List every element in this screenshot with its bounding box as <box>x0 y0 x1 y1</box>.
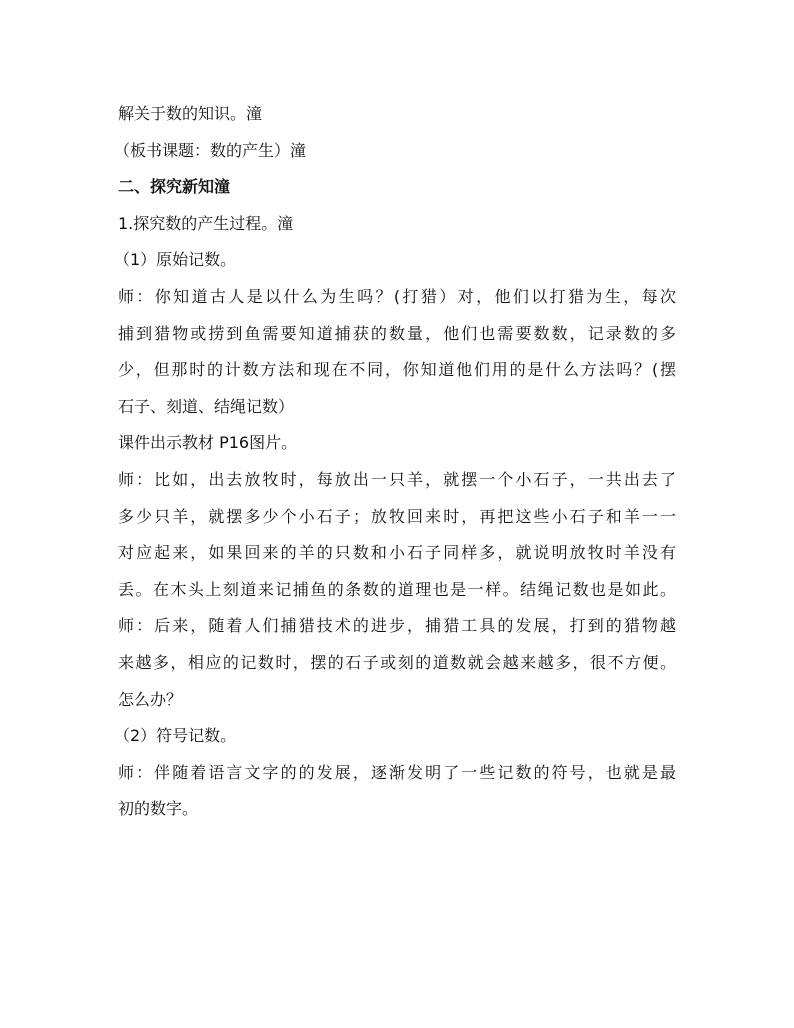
subsection-heading: 1.探究数的产生过程。潼 <box>118 213 294 233</box>
paragraph-mark: 潼 <box>290 140 307 160</box>
text-line: （1）原始记数。 <box>114 250 237 270</box>
paragraph-mark: 潼 <box>214 177 231 197</box>
text-line: 多少只羊，就摆多少个小石子；放牧回来时，再把这些小石子和羊一一 <box>118 506 676 526</box>
text-line: 师：你知道古人是以什么为生吗？(打猎）对，他们以打猎为生，每次 <box>118 286 676 306</box>
text-line: 怎么办？ <box>118 689 183 709</box>
text-line: 对应起来，如果回来的羊的只数和小石子同样多，就说明放牧时羊没有 <box>118 543 676 563</box>
document-body <box>114 96 676 828</box>
text-line: 来越多，相应的记数时，摆的石子或刻的道数就会越来越多，很不方便。 <box>118 652 676 672</box>
paragraph-mark: 潼 <box>246 104 263 123</box>
text-line: 课件出示教材 P16图片。 <box>118 433 298 453</box>
text-line: （2）符号记数。 <box>114 726 237 746</box>
section-heading: 二、探究新知潼 <box>118 177 231 197</box>
text-line: 石子、刻道、结绳记数） <box>118 396 295 416</box>
text-line: 师：比如，出去放牧时，每放出一只羊，就摆一个小石子，一共出去了 <box>118 469 676 489</box>
text-line: （板书课题：数的产生）潼 <box>114 140 307 160</box>
text-line: 解关于数的知识。潼 <box>118 104 263 123</box>
text-line: 师：后来，随着人们捕猎技术的进步，捕猎工具的发展，打到的猎物越 <box>118 616 676 636</box>
paragraph-mark: 潼 <box>277 213 294 233</box>
text-line: 少，但那时的计数方法和现在不同，你知道他们用的是什么方法吗？(摆 <box>118 360 676 380</box>
text-line: 捕到猎物或捞到鱼需要知道捕获的数量，他们也需要数数，记录数的多 <box>118 323 676 343</box>
text-line: 师：伴随着语言文字的的发展，逐渐发明了一些记数的符号，也就是最 <box>118 762 676 782</box>
text-line: 初的数字。 <box>118 799 199 819</box>
text-line: 丢。在木头上刻道来记捕鱼的条数的道理也是一样。结绳记数也是如此。 <box>118 579 676 599</box>
